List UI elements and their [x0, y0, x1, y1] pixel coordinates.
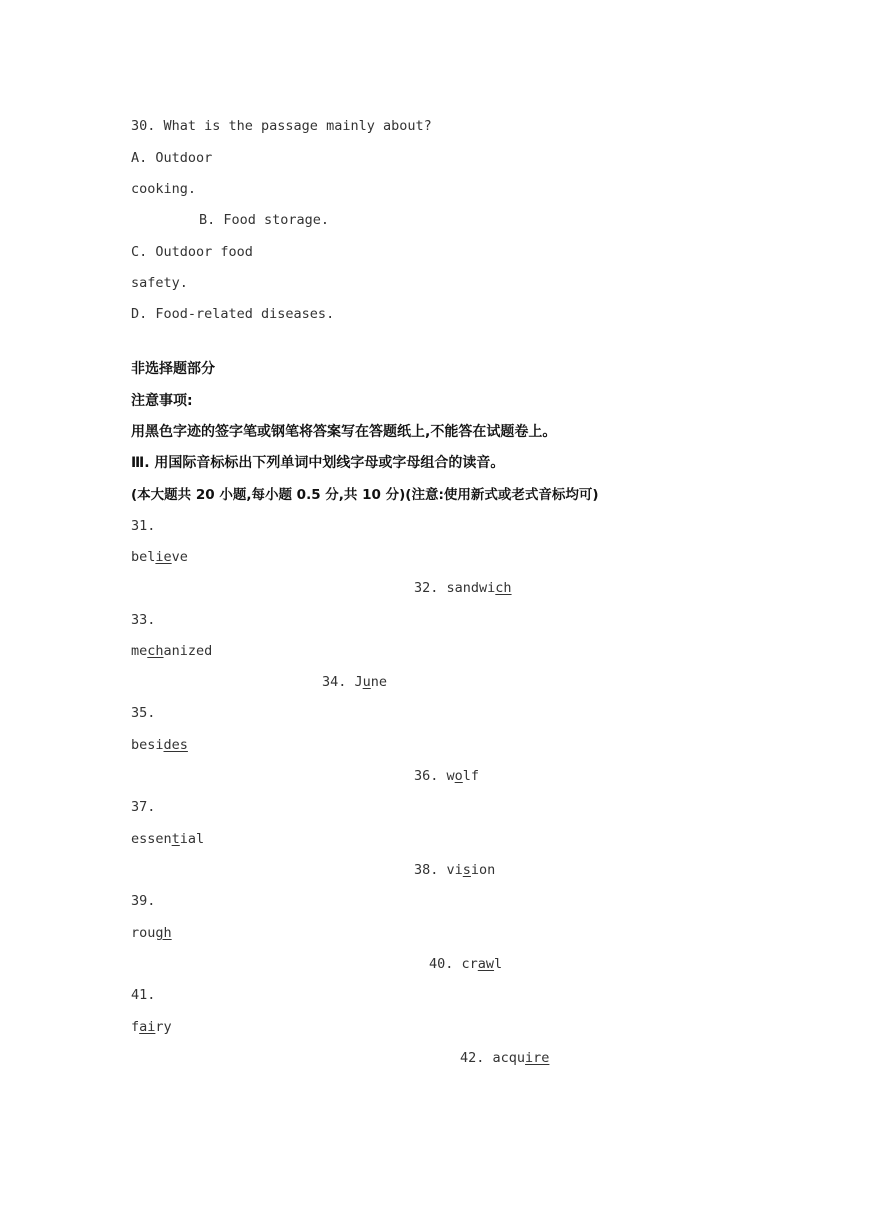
item-35-word: besides	[131, 737, 188, 753]
item-34-word: 34. June	[322, 674, 388, 690]
item-36-underlined: o	[454, 768, 463, 784]
item-38-word: 38. vision	[414, 862, 496, 878]
section-title: 非选择题部分	[131, 361, 215, 377]
option-a-line1: A. Outdoor	[131, 150, 213, 166]
part-note: (本大题共 20 小题,每小题 0.5 分,共 10 分)(注意:使用新式或老式音标均可)	[131, 487, 599, 503]
item-41-word: fairy	[131, 1019, 172, 1035]
item-34-underlined: u	[362, 674, 371, 690]
item-41-underlined: ai	[139, 1019, 156, 1035]
option-b: B. Food storage.	[199, 212, 330, 228]
option-a-line2: cooking.	[131, 181, 197, 197]
item-31-word: believe	[131, 549, 188, 565]
notice-text: 用黑色字迹的签字笔或钢笔将答案写在答题纸上,不能答在试题卷上。	[131, 424, 557, 440]
item-35-number: 35.	[131, 705, 156, 721]
item-39-number: 39.	[131, 893, 156, 909]
notice-label: 注意事项:	[131, 393, 193, 409]
item-36-word: 36. wolf	[414, 768, 480, 784]
item-39-word: rough	[131, 925, 172, 941]
item-42-underlined: ire	[525, 1050, 550, 1066]
option-c-line2: safety.	[131, 275, 188, 291]
item-31-underlined: ie	[155, 549, 172, 565]
item-35-underlined: des	[163, 737, 188, 753]
item-38-underlined: s	[462, 862, 471, 878]
item-41-number: 41.	[131, 987, 156, 1003]
item-37-word: essential	[131, 831, 205, 847]
item-37-number: 37.	[131, 799, 156, 815]
item-34-number: 34.	[322, 674, 355, 690]
item-40-word: 40. crawl	[429, 956, 503, 972]
item-33-word: mechanized	[131, 643, 213, 659]
item-33-underlined: ch	[147, 643, 164, 659]
question-30-stem: 30. What is the passage mainly about?	[131, 118, 432, 134]
part-heading: Ⅲ. 用国际音标标出下列单词中划线字母或字母组合的读音。	[131, 455, 505, 471]
item-33-number: 33.	[131, 612, 156, 628]
item-42-number: 42.	[460, 1050, 493, 1066]
item-36-number: 36.	[414, 768, 447, 784]
item-32-number: 32.	[414, 580, 447, 596]
item-37-underlined: t	[171, 831, 180, 847]
item-39-underlined: gh	[155, 925, 172, 941]
item-31-number: 31.	[131, 518, 156, 534]
item-40-number: 40.	[429, 956, 462, 972]
option-c-line1: C. Outdoor food	[131, 244, 253, 260]
item-32-word: 32. sandwich	[414, 580, 512, 596]
item-32-underlined: ch	[495, 580, 512, 596]
item-42-word: 42. acquire	[460, 1050, 550, 1066]
option-d: D. Food-related diseases.	[131, 306, 335, 322]
item-38-number: 38.	[414, 862, 447, 878]
item-40-underlined: aw	[477, 956, 495, 972]
